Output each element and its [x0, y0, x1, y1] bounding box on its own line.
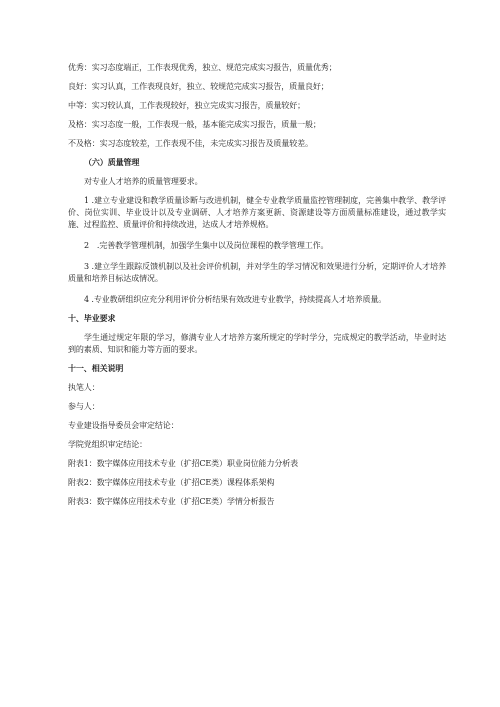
attachment-2: 附表2：数字媒体应用技术专业（扩招CE类）课程体系架构 — [68, 478, 275, 487]
attachment-1: 附表1：数字媒体应用技术专业（扩招CE类）职业岗位能力分析表 — [68, 459, 299, 468]
grade-good: 良好：实习认真，工作表现良好，独立、较规范完成实习报告，质量良好； — [68, 82, 329, 91]
grade-excellent: 优秀：实习态度端正，工作表现优秀，独立、规范完成实习报告，质量优秀； — [68, 63, 337, 72]
graduation-text: 学生通过规定年限的学习，修满专业人才培养方案所规定的学时学分，完成规定的教学活动，毕业时达到的素质、知识和能力等方面的要求。 — [68, 333, 446, 354]
grade-medium: 中等：实习较认真，工作表现较好，独立完成实习报告，质量较好； — [68, 101, 305, 110]
note-party-conclusion: 学院党组织审定结论： — [68, 440, 147, 449]
notes-heading: 十一、相关说明 — [68, 364, 124, 373]
quality-intro: 对专业人才培养的质量管理要求。 — [84, 177, 203, 186]
note-participants: 参与人： — [68, 402, 100, 411]
quality-item-3: 3 .建立学生跟踪反馈机制以及社会评价机制，并对学生的学习情况和效果进行分析，定期评价人才培养质量和培养目标达成情况。 — [68, 262, 446, 283]
quality-heading: （六）质量管理 — [84, 158, 140, 167]
quality-item-2: 2 .完善教学管理机制，加强学生集中以及岗位课程的教学管理工作。 — [84, 241, 329, 250]
document-body — [68, 62, 446, 508]
graduation-heading: 十、毕业要求 — [68, 314, 116, 323]
note-committee-conclusion: 专业建设指导委员会审定结论： — [68, 421, 179, 430]
grade-fail: 不及格：实习态度较差，工作表现不佳，未完成实习报告及质量较差。 — [68, 139, 313, 148]
quality-item-1: 1 .建立专业建设和教学质量诊断与改进机制，健全专业教学质量监控管理制度，完善集中教学、教学评价、岗位实训、毕业设计以及专业调研、人才培养方案更新、资源建设等方面质量标准建设，通过教学实施、过程监控、质量评价和持续改进，达成人才培养规格。 — [68, 196, 446, 229]
note-author: 执笔人： — [68, 383, 100, 392]
quality-item-4: 4 .专业教研组织应充分利用评价分析结果有效改进专业教学，持续提高人才培养质量。 — [84, 295, 387, 304]
grade-pass: 及格：实习态度一般，工作表现一般，基本能完成实习报告，质量一般； — [68, 120, 321, 129]
attachment-3: 附表3：数字媒体应用技术专业（扩招CE类）学情分析报告 — [68, 497, 275, 506]
